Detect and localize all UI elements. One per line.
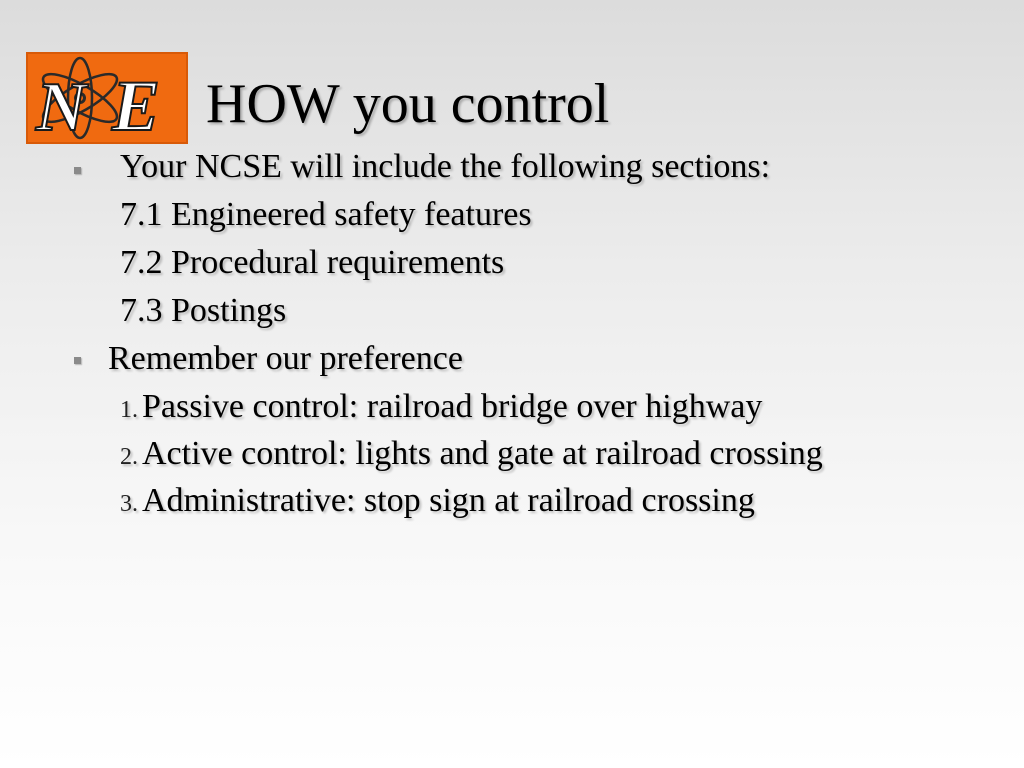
numbered-item	[120, 480, 755, 525]
item-text: Active control: lights and gate at railroad crossing	[142, 435, 823, 472]
item-text: Administrative: stop sign at railroad crossing	[142, 482, 755, 519]
slide-title: HOW you control	[206, 73, 610, 135]
svg-text:N: N	[36, 69, 87, 142]
numbered-item	[120, 386, 762, 431]
atom-icon	[28, 54, 186, 142]
sub-item: 7.2 Procedural requirements	[120, 244, 505, 281]
bullet-marker	[74, 357, 81, 364]
ne-logo	[26, 52, 188, 144]
bullet-text: Your NCSE will include the following sections:	[120, 148, 771, 185]
item-number: 2.	[120, 444, 138, 470]
item-text: Passive control: railroad bridge over highway	[142, 388, 763, 425]
numbered-item	[120, 433, 823, 478]
sub-item: 7.3 Postings	[120, 292, 287, 329]
svg-text:E: E	[112, 66, 161, 142]
sub-item: 7.1 Engineered safety features	[120, 196, 532, 233]
bullet-marker	[74, 167, 81, 174]
bullet-text: Remember our preference	[108, 340, 463, 377]
item-number: 1.	[120, 397, 138, 423]
item-number: 3.	[120, 491, 138, 517]
